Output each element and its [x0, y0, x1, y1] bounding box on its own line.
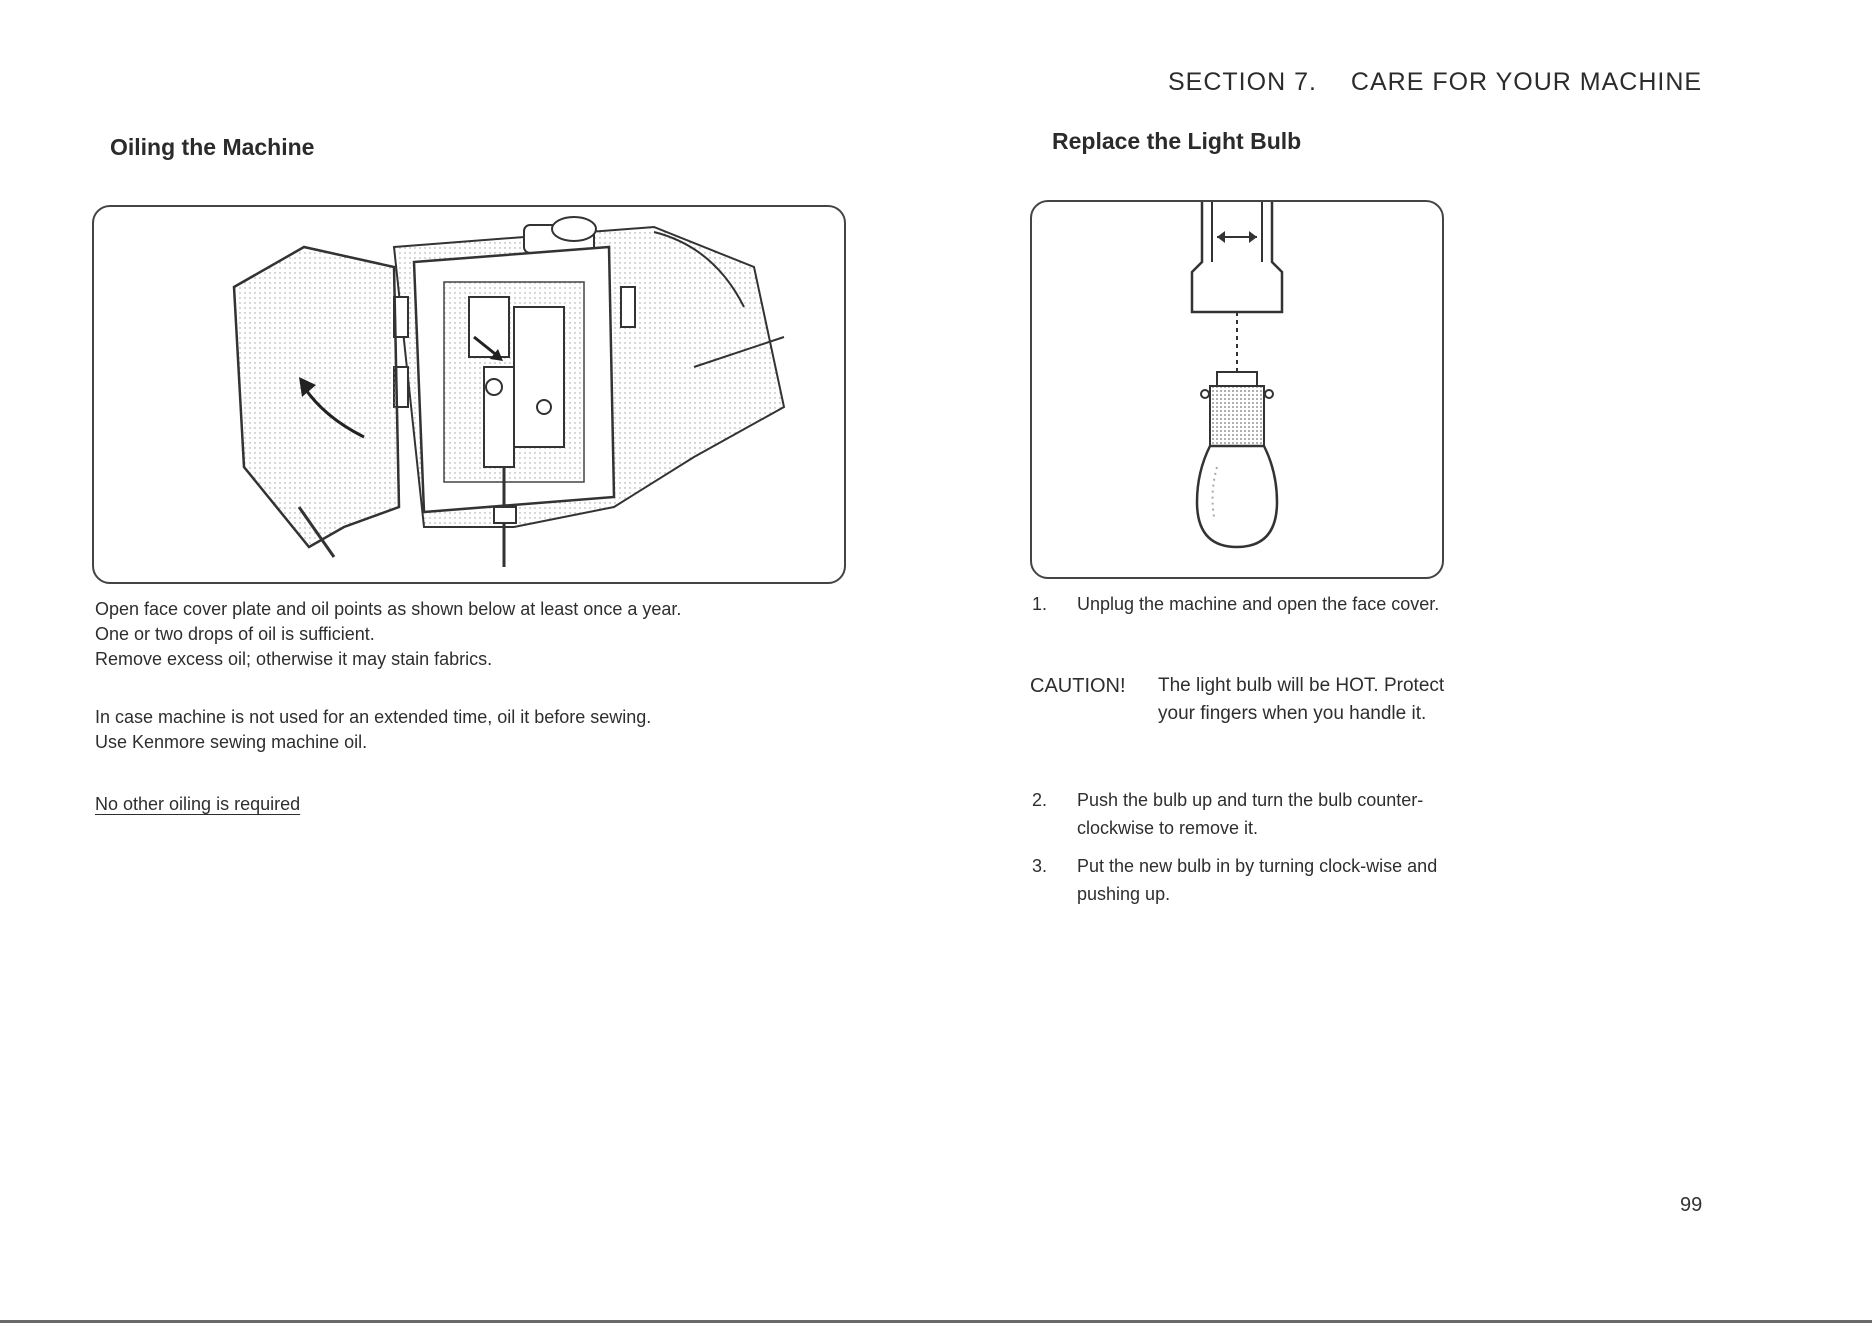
page-number: 99 [1680, 1194, 1703, 1216]
caution-label: CAUTION! [1030, 675, 1126, 697]
step-3 [1032, 852, 1492, 908]
step-3-text: Put the new bulb in by turning clock-wise and pushing up. [1077, 856, 1438, 904]
section-number: SECTION 7. [1168, 68, 1317, 96]
step-1 [1032, 590, 1492, 646]
step-2-text: Push the bulb up and turn the bulb counter-clockwise to remove it. [1077, 790, 1424, 838]
oiling-line-1: Open face cover plate and oil points as shown below at least once a year. [95, 599, 682, 619]
oiling-illustration [92, 205, 846, 584]
oiling-instructions [95, 597, 855, 672]
caution-note [1030, 672, 1490, 762]
light-bulb-heading: Replace the Light Bulb [1052, 128, 1302, 154]
light-bulb-illustration [1030, 200, 1444, 579]
caution-text: The light bulb will be HOT. Protect your fingers when you handle it. [1158, 675, 1445, 724]
step-1-text: Unplug the machine and open the face cover. [1077, 594, 1440, 614]
oiling-line-2: One or two drops of oil is sufficient. [95, 624, 375, 644]
extended-time-instructions [95, 705, 855, 755]
section-header [1168, 68, 1702, 97]
step-3-number: 3. [1032, 856, 1048, 876]
extended-line-1: In case machine is not used for an extended time, oil it before sewing. [95, 707, 652, 727]
step-1-number: 1. [1032, 594, 1048, 614]
no-oiling-note: No other oiling is required [95, 794, 301, 814]
page-bottom-border [0, 1320, 1872, 1323]
step-2-number: 2. [1032, 790, 1048, 810]
step-2 [1032, 786, 1492, 842]
section-title: CARE FOR YOUR MACHINE [1350, 68, 1703, 96]
oiling-line-3: Remove excess oil; otherwise it may stain fabrics. [95, 649, 493, 669]
oiling-heading: Oiling the Machine [110, 134, 315, 160]
extended-line-2: Use Kenmore sewing machine oil. [95, 732, 368, 752]
